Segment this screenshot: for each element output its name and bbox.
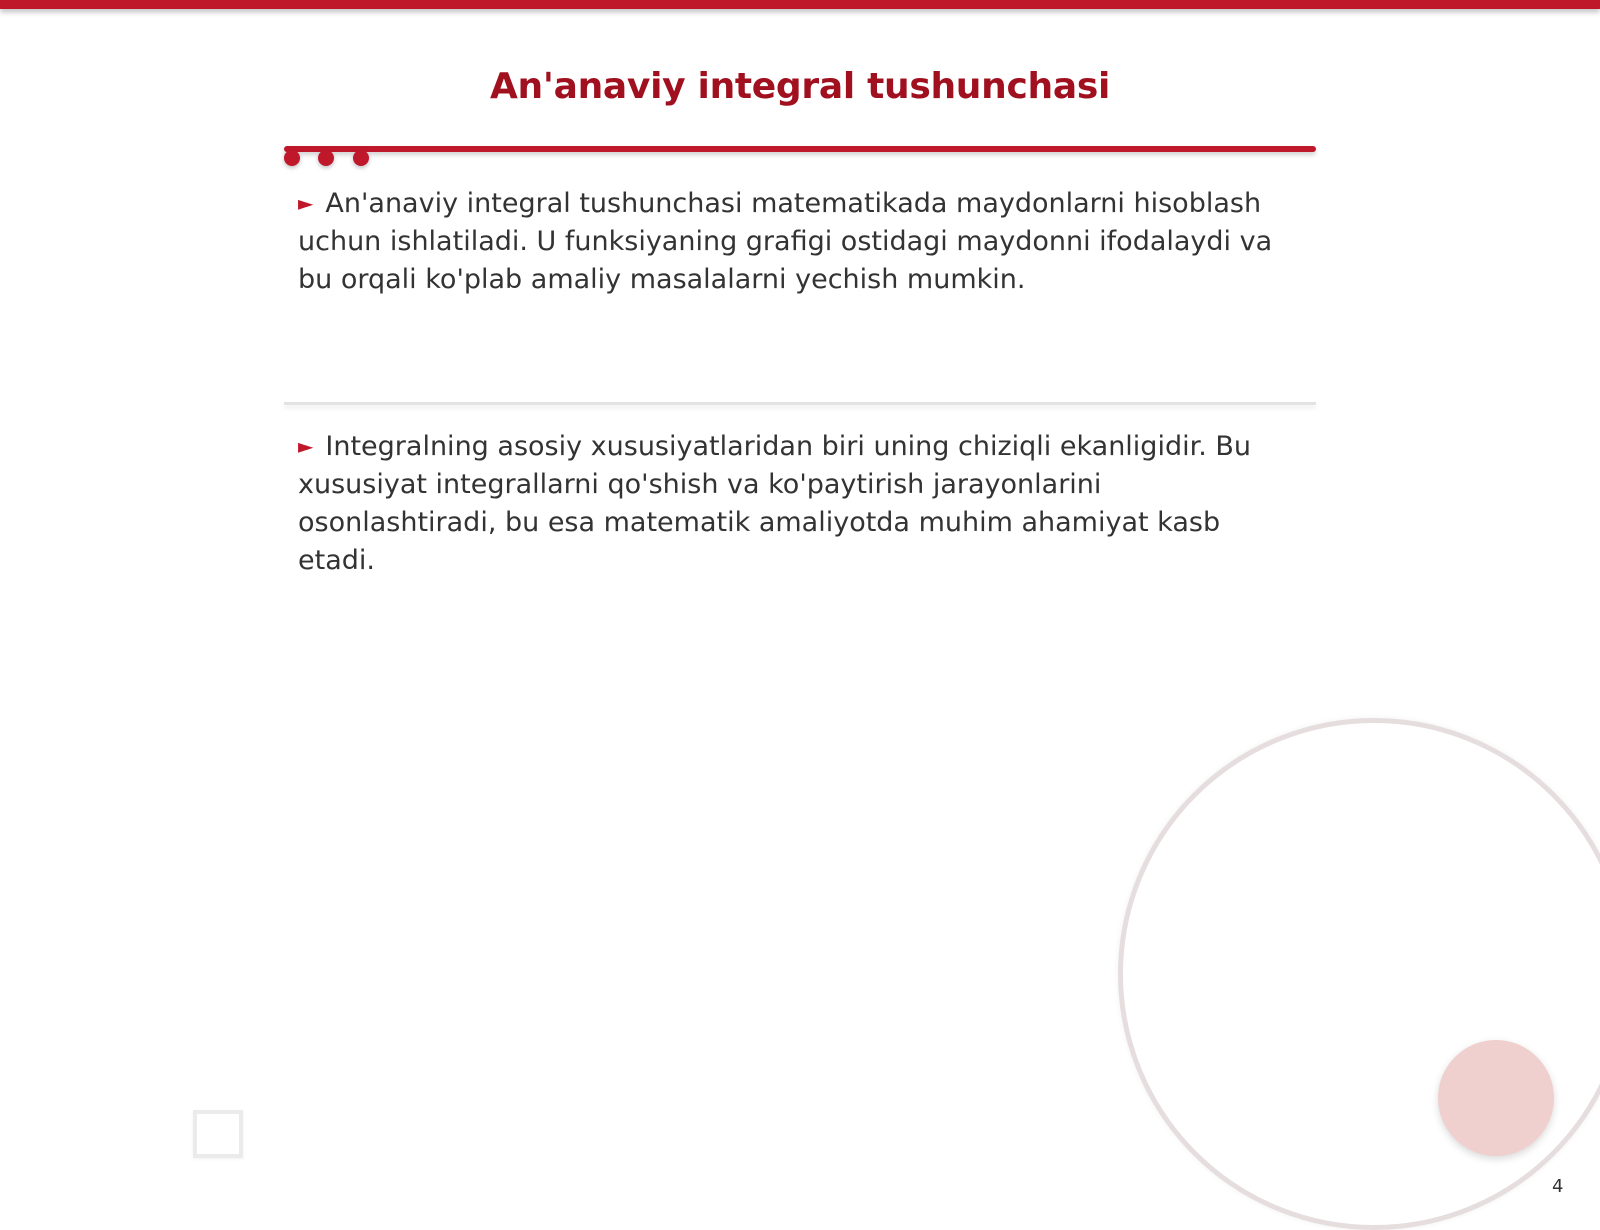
decor-dot-1 [284,150,300,166]
decor-square [193,1110,243,1158]
bullet-item-2 [298,427,1298,580]
title-underline [284,146,1316,152]
decor-pink-circle [1438,1040,1554,1156]
bullet-text-1: An'anaviy integral tushunchasi matematikada maydonlarni hisoblash uchun ishlatiladi. U funksiyaning grafigi ostidagi maydonni ifodalaydi va bu orqali ko'plab amaliy masalalarni yechish mumkin. [298,188,1273,295]
decor-ring-circle [1118,718,1600,1230]
bullet-text-2: Integralning asosiy xususiyatlaridan biri uning chiziqli ekanligidir. Bu xususiyat integrallarni qo'shish va ko'paytirish jarayonlarini osonlashtiradi, bu esa matematik amaliyotda muhim ahamiyat kasb etadi. [298,431,1252,576]
triangle-bullet-icon: ► [298,434,314,458]
top-accent-bar [0,0,1600,9]
bullet-item-1 [298,184,1298,299]
decor-dot-3 [353,150,369,166]
section-divider [284,402,1316,405]
decor-dot-2 [318,150,334,166]
triangle-bullet-icon: ► [298,191,314,215]
slide-title: An'anaviy integral tushunchasi [490,66,1110,107]
page-number: 4 [1552,1176,1564,1197]
